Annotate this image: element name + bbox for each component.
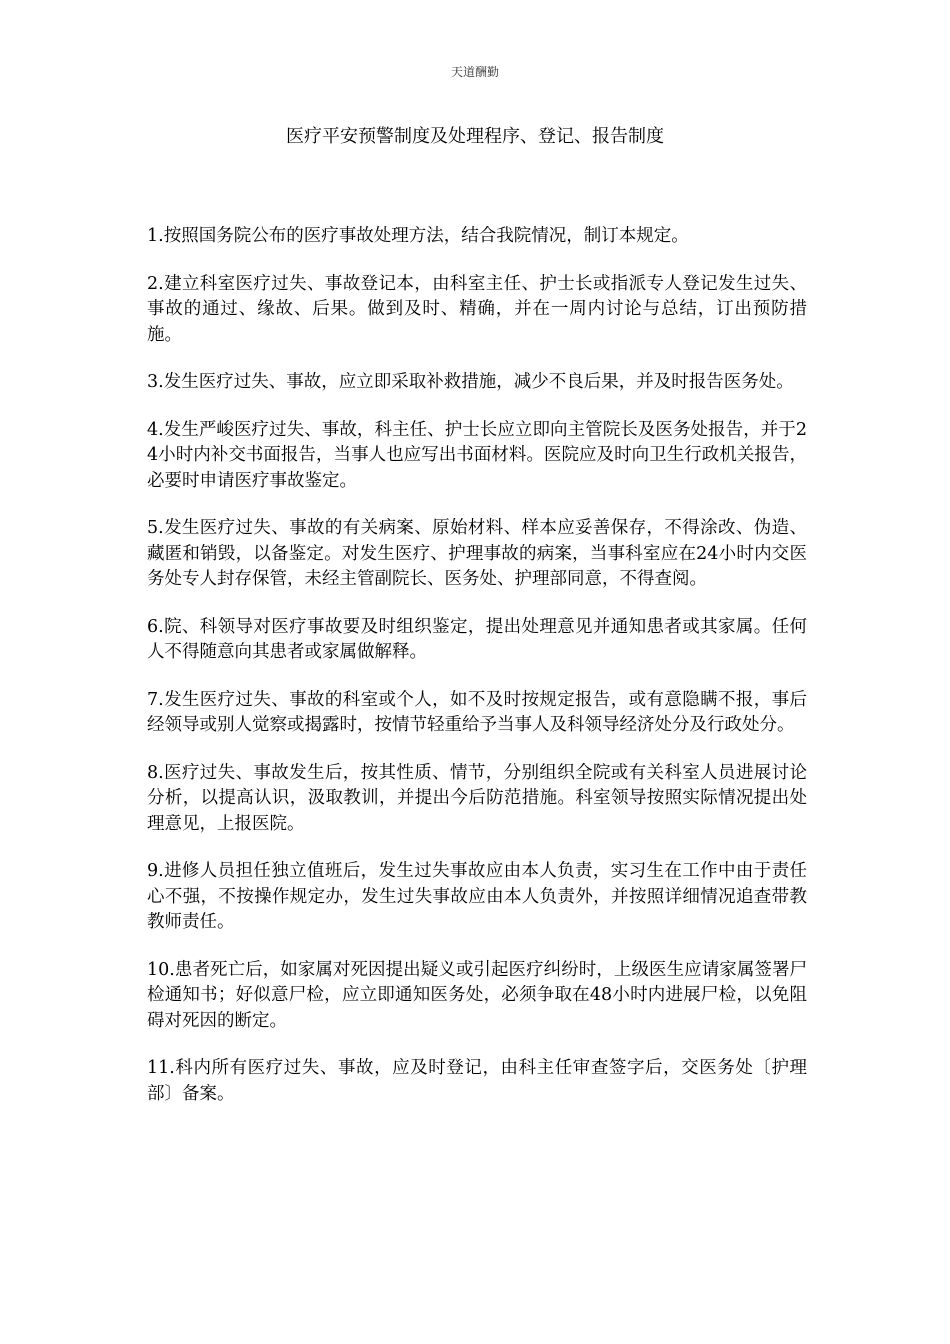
document-title: 医疗平安预警制度及处理程序、登记、报告制度 [286,126,664,147]
paragraph-10: 10.患者死亡后，如家属对死因提出疑义或引起医疗纠纷时，上级医生应请家属签署尸检通知书；好似意尸检，应立即通知医务处，必须争取在48小时内进展尸检，以免阻碍对死因的断定。 [147,959,807,1031]
paragraph-8: 8.医疗过失、事故发生后，按其性质、情节，分别组织全院或有关科室人员进展讨论分析，以提高认识，汲取教训，并提出今后防范措施。科室领导按照实际情况提出处理意见，上报医院。 [147,762,807,834]
paragraph-5: 5.发生医疗过失、事故的有关病案、原始材料、样本应妥善保存，不得涂改、伪造、藏匿和销毁，以备鉴定。对发生医疗、护理事故的病案，当事科室应在24小时内交医务处专人封存保管，未经主管副院长、医务处、护理部同意，不得查阅。 [147,518,807,589]
paragraph-9: 9.进修人员担任独立值班后，发生过失事故应由本人负责，实习生在工作中由于责任心不强，不按操作规定办，发生过失事故应由本人负责外，并按照详细情况追查带教教师责任。 [147,861,807,932]
paragraph-1: 1.按照国务院公布的医疗事故处理方法，结合我院情况，制订本规定。 [147,226,689,246]
paragraph-11: 11.科内所有医疗过失、事故，应及时登记，由科主任审查签字后，交医务处〔护理部〕备案。 [147,1058,807,1104]
header-mark: 天道酬勤 [450,65,499,79]
paragraph-7: 7.发生医疗过失、事故的科室或个人，如不及时按规定报告，或有意隐瞒不报，事后经领导或别人觉察或揭露时，按情节轻重给予当事人及科领导经济处分及行政处分。 [147,689,807,735]
paragraph-2: 2.建立科室医疗过失、事故登记本，由科室主任、护士长或指派专人登记发生过失、事故的通过、缘故、后果。做到及时、精确，并在一周内讨论与总结，订出预防措施。 [147,273,807,345]
paragraph-4: 4.发生严峻医疗过失、事故，科主任、护士长应立即向主管院长及医务处报告，并于24小时内补交书面报告，当事人也应写出书面材料。医院应及时向卫生行政机关报告，必要时申请医疗事故鉴定。 [147,419,807,491]
paragraph-6: 6.院、科领导对医疗事故要及时组织鉴定，提出处理意见并通知患者或其家属。任何人不得随意向其患者或家属做解释。 [147,616,807,662]
paragraph-3: 3.发生医疗过失、事故，应立即采取补救措施，减少不良后果，并及时报告医务处。 [147,372,794,392]
document-body [147,224,807,1129]
